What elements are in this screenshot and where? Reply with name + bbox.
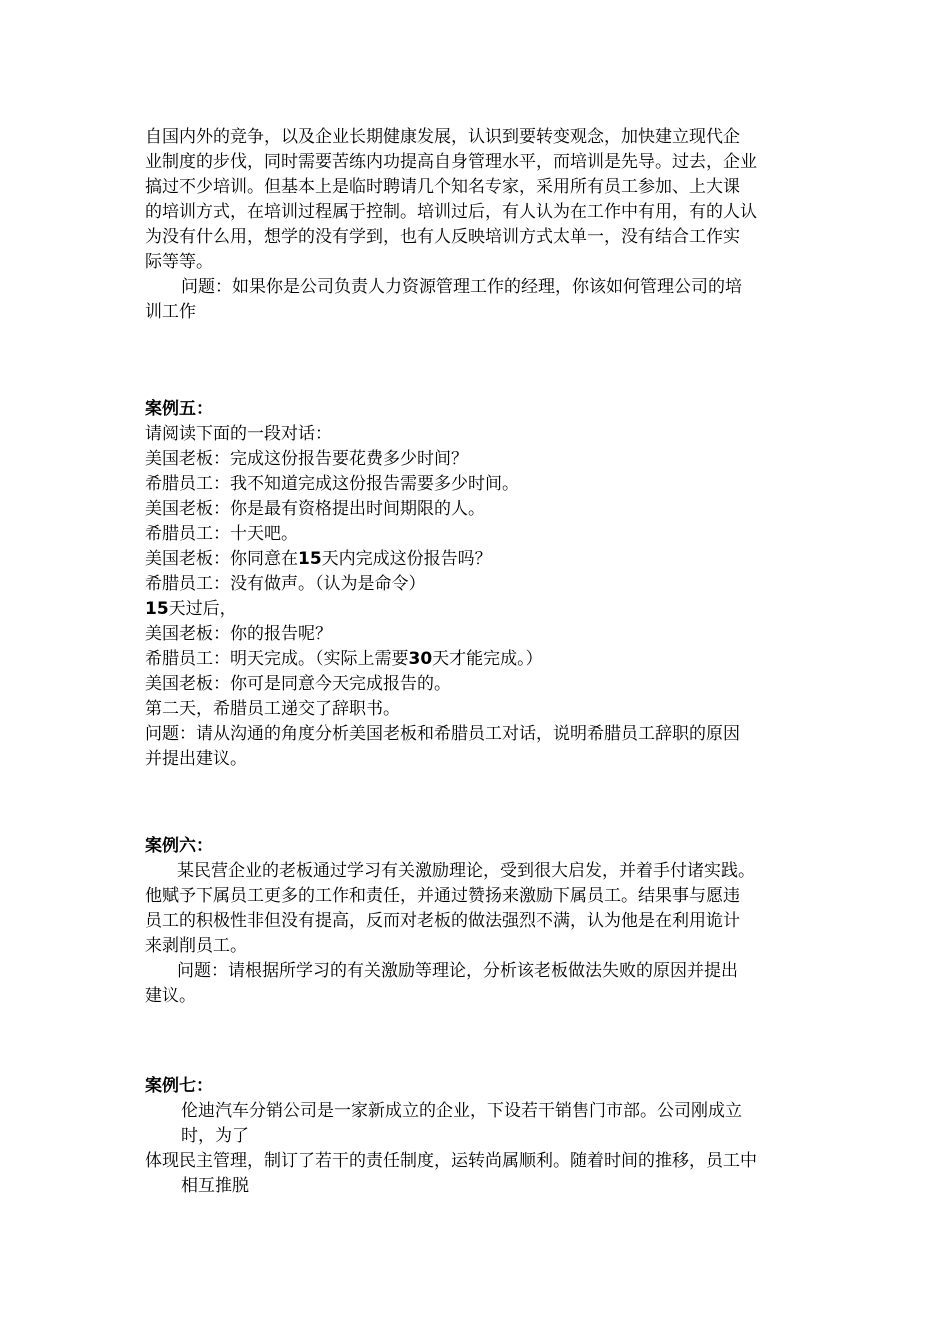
number-30: 30 [408,649,433,669]
dialogue-text: 天内完成这份报告吗？ [321,549,492,569]
case7-heading: 案例七： [145,1076,213,1096]
dialogue-text: 希腊员工：明天完成。（实际上需要 [145,649,409,669]
dialogue-text: 天过后， [168,599,237,619]
dialogue-text: 美国老板：你同意在 [145,549,298,569]
dialogue-line: 美国老板：你的报告呢？ [145,624,332,644]
paragraph-line: 业制度的步伐，同时需要苦练内功提高自身管理水平，而培训是先导。过去，企业 [145,152,757,172]
case5-heading: 案例五： [145,399,213,419]
case4-question-cont: 训工作 [145,302,196,322]
case6-question-cont: 建议。 [145,986,196,1006]
dialogue-line [145,547,810,572]
case6-heading: 案例六： [145,836,213,856]
paragraph-line: 的培训方式，在培训过程属于控制。培训过后，有人认为在工作中有用，有的人认 [145,202,757,222]
case5-question: 问题：请从沟通的角度分析美国老板和希腊员工对话，说明希腊员工辞职的原因 [145,724,740,744]
paragraph-line: 搞过不少培训。但基本上是临时聘请几个知名专家，采用所有员工参加、上大课 [145,177,740,197]
spacer [145,325,810,397]
paragraph-line: 员工的积极性非但没有提高，反而对老板的做法强烈不满，认为他是在利用诡计 [145,911,740,931]
number-15: 15 [298,549,322,569]
case5-intro: 请阅读下面的一段对话： [145,424,332,444]
case6-question: 问题：请根据所学习的有关激励等理论，分析该老板做法失败的原因并提出 [177,961,738,981]
paragraph-line: 际等等。 [145,252,213,272]
dialogue-line: 第二天，希腊员工递交了辞职书。 [145,699,400,719]
spacer [145,772,810,834]
document-page [145,125,810,1199]
dialogue-line [145,647,810,672]
number-15: 15 [145,599,169,619]
case4-body [145,125,810,325]
case6-section [145,834,810,1009]
case4-question: 问题：如果你是公司负责人力资源管理工作的经理，你该如何管理公司的培 [181,277,742,297]
paragraph-line: 体现民主管理，制订了若干的责任制度，运转尚属顺利。随着时间的推移，员工中 [145,1151,757,1171]
paragraph-line: 为没有什么用，想学的没有学到，也有人反映培训方式太单一，没有结合工作实 [145,227,740,247]
paragraph-line: 相互推脱 [181,1176,249,1196]
dialogue-line [145,597,810,622]
spacer [145,1009,810,1074]
paragraph-line: 自国内外的竞争，以及企业长期健康发展，认识到要转变观念，加快建立现代企 [145,127,740,147]
case5-question-cont: 并提出建议。 [145,749,247,769]
dialogue-line: 美国老板：你可是同意今天完成报告的。 [145,674,451,694]
dialogue-line: 美国老板：你是最有资格提出时间期限的人。 [145,499,485,519]
dialogue-text: 天才能完成。） [432,649,543,669]
paragraph-line: 时，为了 [181,1126,249,1146]
dialogue-line: 希腊员工：我不知道完成这份报告需要多少时间。 [145,474,519,494]
paragraph-line: 伦迪汽车分销公司是一家新成立的企业，下设若干销售门市部。公司刚成立 [181,1101,742,1121]
paragraph-line: 他赋予下属员工更多的工作和责任，并通过赞扬来激励下属员工。结果事与愿违 [145,886,740,906]
case7-section [145,1074,810,1199]
paragraph-line: 来剥削员工。 [145,936,247,956]
dialogue-line: 希腊员工：没有做声。（认为是命令） [145,574,426,594]
case5-section [145,397,810,772]
dialogue-line: 希腊员工：十天吧。 [145,524,298,544]
paragraph-line: 某民营企业的老板通过学习有关激励理论，受到很大启发，并着手付诸实践。 [177,861,755,881]
dialogue-line: 美国老板：完成这份报告要花费多少时间？ [145,449,468,469]
